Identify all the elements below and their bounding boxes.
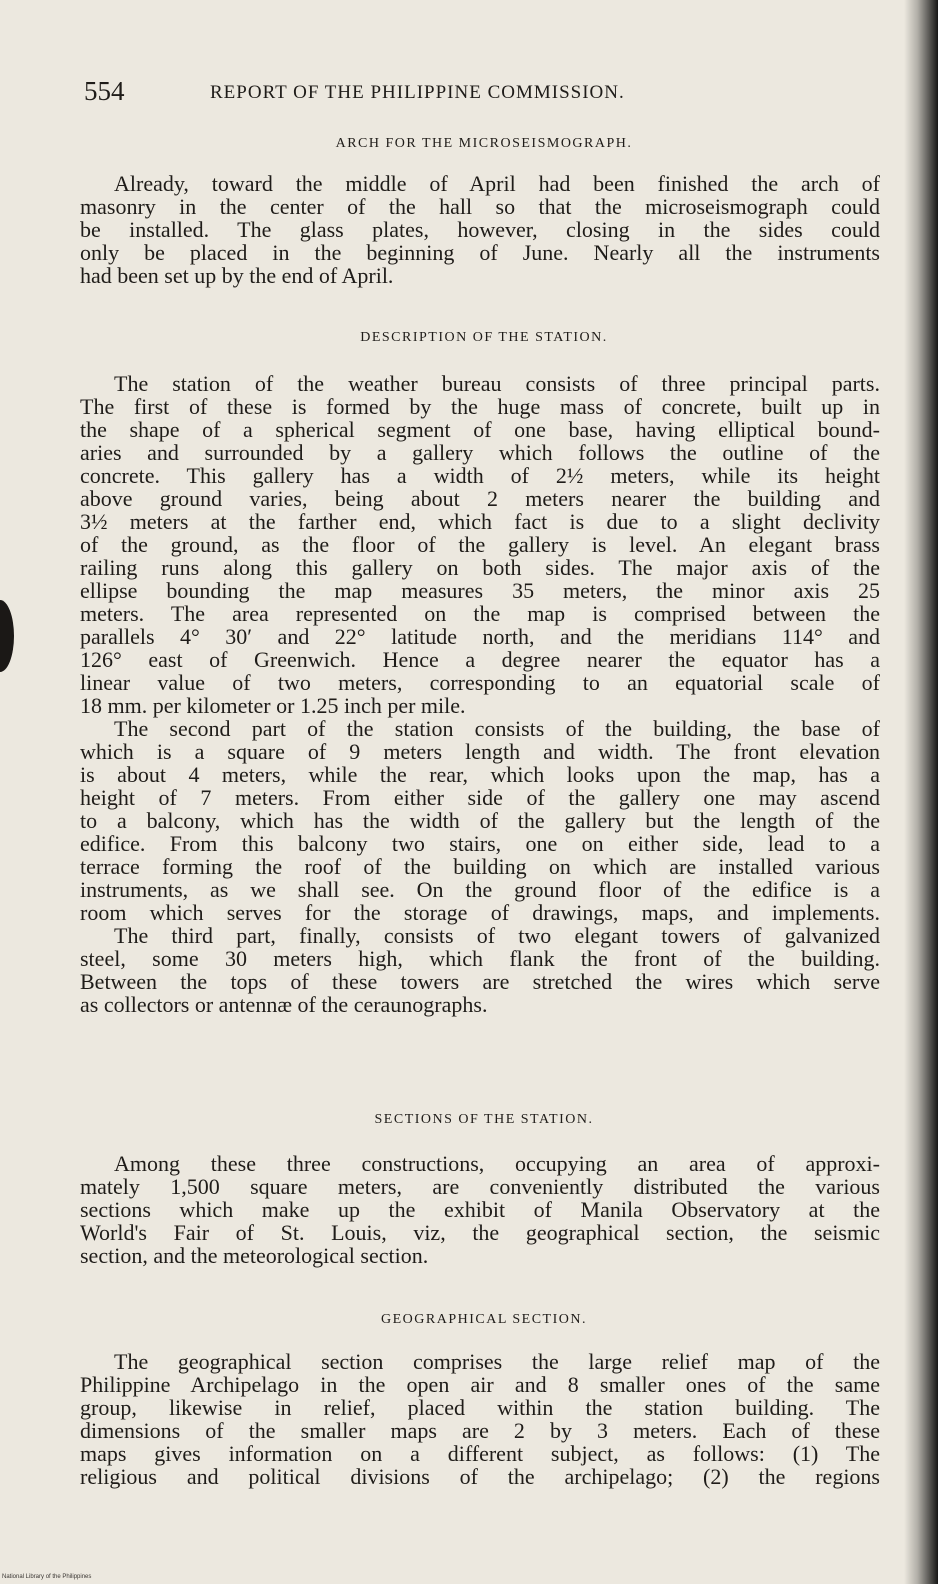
section-heading-arch: ARCH FOR THE MICROSEISMOGRAPH. xyxy=(335,136,633,151)
text-line: steel, some 30 meters high, which flank the front of the building. xyxy=(80,946,880,971)
text-line: The second part of the station consists of the building, the base of xyxy=(114,716,880,741)
text-line: above ground varies, being about 2 meters nearer the building and xyxy=(80,486,880,511)
text-line: section, and the meteorological section. xyxy=(80,1243,429,1268)
section-body-arch xyxy=(80,172,880,287)
text-line: maps gives information on a different subject, as follows: (1) The xyxy=(80,1441,880,1466)
section-heading-sections: SECTIONS OF THE STATION. xyxy=(374,1112,594,1127)
text-line: linear value of two meters, corresponding to an equatorial scale of xyxy=(80,670,880,695)
text-line: group, likewise in relief, placed within the station building. The xyxy=(80,1395,880,1420)
text-line: height of 7 meters. From either side of the gallery one may ascend xyxy=(80,785,880,810)
text-line: World's Fair of St. Louis, viz, the geographical section, the seismic xyxy=(80,1220,880,1245)
text-line: The third part, finally, consists of two elegant towers of galvanized xyxy=(114,923,880,948)
section-heading-geographical: GEOGRAPHICAL SECTION. xyxy=(381,1312,587,1327)
text-line: Philippine Archipelago in the open air and 8 smaller ones of the same xyxy=(80,1372,880,1397)
text-line: The station of the weather bureau consists of three principal parts. xyxy=(114,371,880,396)
text-line: dimensions of the smaller maps are 2 by 3 meters. Each of these xyxy=(80,1418,880,1443)
text-line: sections which make up the exhibit of Manila Observatory at the xyxy=(80,1197,880,1222)
text-line: edifice. From this balcony two stairs, one on either side, lead to a xyxy=(80,831,880,856)
text-line: which is a square of 9 meters length and width. The front elevation xyxy=(80,739,880,764)
text-line: aries and surrounded by a gallery which follows the outline of the xyxy=(80,440,880,465)
running-title: REPORT OF THE PHILIPPINE COMMISSION. xyxy=(210,82,625,103)
section-body-description xyxy=(80,372,880,1016)
section-body-geographical xyxy=(80,1350,880,1488)
text-line: concrete. This gallery has a width of 2½ meters, while its height xyxy=(80,463,880,488)
text-line: room which serves for the storage of drawings, maps, and implements. xyxy=(80,900,880,925)
text-line: the shape of a spherical segment of one base, having elliptical bound- xyxy=(80,417,880,442)
text-line: had been set up by the end of April. xyxy=(80,263,394,288)
text-line: The first of these is formed by the huge mass of concrete, built up in xyxy=(80,394,880,419)
text-line: only be placed in the beginning of June. Nearly all the instruments xyxy=(80,240,880,265)
text-line: mately 1,500 square meters, are conveniently distributed the various xyxy=(80,1174,880,1199)
binding-mark xyxy=(0,600,14,672)
page-header xyxy=(84,70,884,110)
binding-shadow xyxy=(904,0,938,1584)
text-line: 3½ meters at the farther end, which fact is due to a slight declivity xyxy=(80,509,880,534)
text-line: The geographical section comprises the large relief map of the xyxy=(114,1349,880,1374)
text-line: Between the tops of these towers are stretched the wires which serve xyxy=(80,969,880,994)
section-body-sections xyxy=(80,1152,880,1267)
text-line: to a balcony, which has the width of the gallery but the length of the xyxy=(80,808,880,833)
text-line: 126° east of Greenwich. Hence a degree nearer the equator has a xyxy=(80,647,880,672)
text-line: is about 4 meters, while the rear, which looks upon the map, has a xyxy=(80,762,880,787)
text-line: ellipse bounding the map measures 35 meters, the minor axis 25 xyxy=(80,578,880,603)
text-line: religious and political divisions of the archipelago; (2) the regions xyxy=(80,1464,880,1489)
text-line: of the ground, as the floor of the gallery is level. An elegant brass xyxy=(80,532,880,557)
section-heading-description: DESCRIPTION OF THE STATION. xyxy=(360,330,608,345)
text-line: be installed. The glass plates, however, closing in the sides could xyxy=(80,217,880,242)
text-line: masonry in the center of the hall so that the microseismograph could xyxy=(80,194,880,219)
text-line: railing runs along this gallery on both sides. The major axis of the xyxy=(80,555,880,580)
text-line: as collectors or antennæ of the ceraunographs. xyxy=(80,992,488,1017)
page-number: 554 xyxy=(84,76,125,106)
text-line: parallels 4° 30′ and 22° latitude north, and the meridians 114° and xyxy=(80,624,880,649)
text-line: Among these three constructions, occupying an area of approxi- xyxy=(114,1151,880,1176)
text-line: 18 mm. per kilometer or 1.25 inch per mile. xyxy=(80,693,466,718)
text-line: terrace forming the roof of the building on which are installed various xyxy=(80,854,880,879)
text-line: Already, toward the middle of April had been finished the arch of xyxy=(114,171,880,196)
text-line: instruments, as we shall see. On the ground floor of the edifice is a xyxy=(80,877,880,902)
text-line: meters. The area represented on the map is comprised between the xyxy=(80,601,880,626)
footer-credit: National Library of the Philippines xyxy=(2,1574,92,1580)
